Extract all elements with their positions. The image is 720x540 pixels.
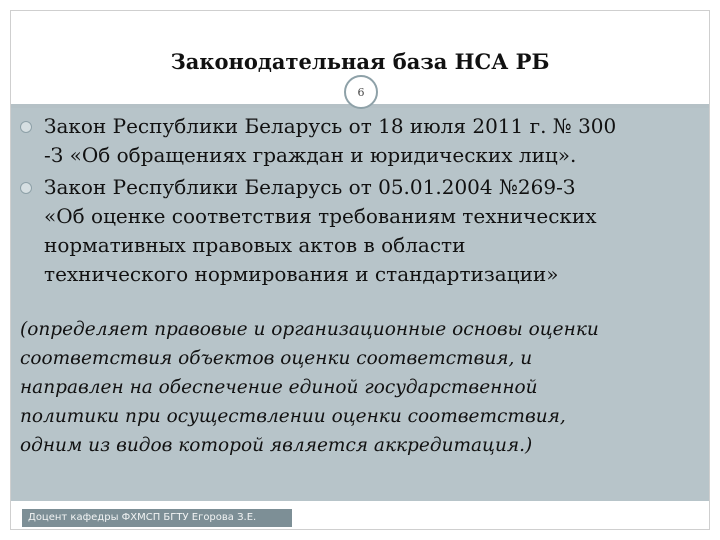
bullet-line: нормативных правовых актов в области	[44, 233, 466, 257]
bullet-line: -З «Об обращениях граждан и юридических лиц».	[44, 143, 577, 167]
page-number-badge	[344, 75, 378, 109]
bullet-line: Закон Республики Беларусь от 05.01.2004 №269-З	[44, 175, 576, 199]
bullet-line: технического нормирования и стандартизации»	[44, 262, 559, 286]
explanatory-note	[20, 315, 700, 460]
note-line: соответствия объектов оценки соответствия, и	[20, 348, 533, 369]
note-line: политики при осуществлении оценки соответствия,	[20, 406, 566, 427]
note-line: (определяет правовые и организационные основы оценки	[20, 319, 599, 340]
bullet-item-law-appeals	[14, 112, 694, 170]
page-number: 6	[357, 85, 365, 99]
bullet-icon	[20, 182, 32, 194]
slide-title: Законодательная база НСА РБ	[170, 49, 550, 74]
note-line: одним из видов которой является аккредитация.)	[20, 435, 533, 456]
bullet-icon	[20, 121, 32, 133]
note-line: направлен на обеспечение единой государственной	[20, 377, 538, 398]
bullet-list	[14, 112, 694, 292]
bullet-line: Закон Республики Беларусь от 18 июля 2011 г. № 300	[44, 114, 617, 138]
bullet-item-law-conformity	[14, 173, 694, 289]
slide-footer: Доцент кафедры ФХМСП БГТУ Егорова З.Е.	[22, 509, 292, 527]
bullet-line: «Об оценке соответствия требованиям технических	[44, 204, 597, 228]
